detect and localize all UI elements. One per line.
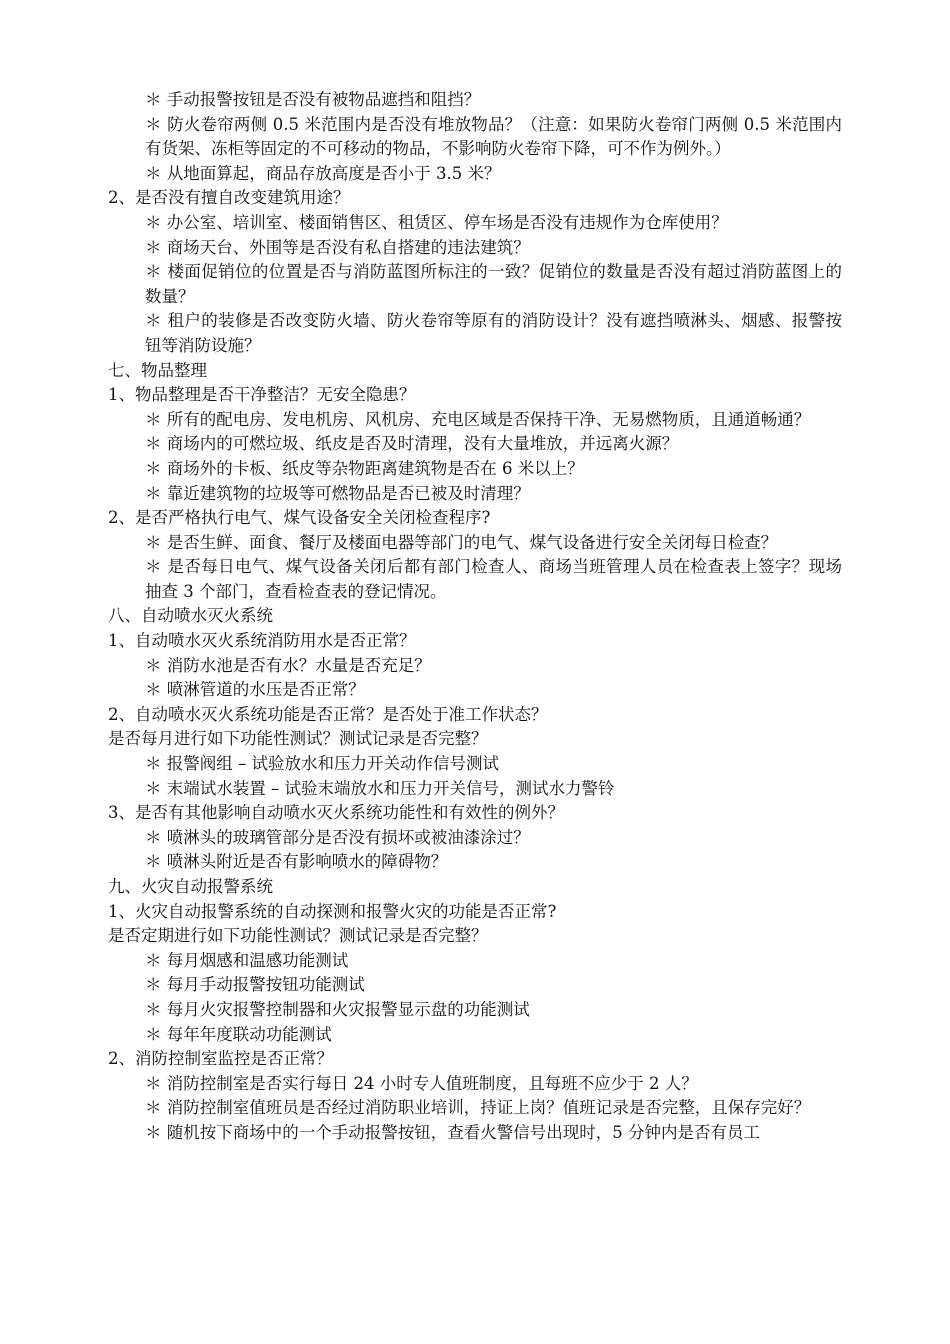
bullet-item: ＊ 消防控制室值班员是否经过消防职业培训，持证上岗？值班记录是否完整，且保存完好？	[145, 1098, 811, 1118]
bullet-item: ＊ 从地面算起，商品存放高度是否小于 3.5 米？	[145, 163, 501, 183]
bullet-item: ＊ 是否每日电气、煤气设备关闭后都有部门检查人、商场当班管理人员在检查表上签字？现场抽查 3 个部门，查看检查表的登记情况。	[145, 557, 842, 601]
document-page	[108, 88, 842, 1146]
bullet-item: ＊ 商场外的卡板、纸皮等杂物距离建筑物是否在 6 米以上？	[145, 458, 584, 478]
section-heading: 七、物品整理	[108, 360, 207, 380]
section-heading: 是否每月进行如下功能性测试？测试记录是否完整？	[108, 729, 488, 749]
section-heading: 1、物品整理是否干净整洁？无安全隐患？	[108, 385, 416, 405]
section-heading: 是否定期进行如下功能性测试？测试记录是否完整？	[108, 926, 488, 946]
bullet-item: ＊ 随机按下商场中的一个手动报警按钮，查看火警信号出现时，5 分钟内是否有员工	[145, 1122, 760, 1142]
bullet-item: ＊ 每月烟感和温感功能测试	[145, 950, 349, 970]
bullet-item: ＊ 每年年度联动功能测试	[145, 1024, 332, 1044]
bullet-item: ＊ 商场天台、外围等是否没有私自搭建的违法建筑？	[145, 237, 530, 257]
section-heading: 2、是否严格执行电气、煤气设备安全关闭检查程序?	[108, 508, 491, 528]
bullet-item: ＊ 手动报警按钮是否没有被物品遮挡和阻挡？	[145, 90, 481, 109]
bullet-item: ＊ 是否生鲜、面食、餐厅及楼面电器等部门的电气、煤气设备进行安全关闭每日检查？	[145, 532, 778, 552]
bullet-item: ＊ 每月火灾报警控制器和火灾报警显示盘的功能测试	[145, 999, 530, 1019]
bullet-item: ＊ 末端试水装置 – 试验末端放水和压力开关信号，测试水力警铃	[145, 778, 615, 798]
section-heading: 2、是否没有擅自改变建筑用途？	[108, 188, 350, 208]
bullet-item: ＊ 报警阀组 – 试验放水和压力开关动作信号测试	[145, 754, 499, 774]
bullet-item: ＊ 消防控制室是否实行每日 24 小时专人值班制度，且每班不应少于 2 人？	[145, 1073, 698, 1093]
bullet-item: ＊ 喷淋管道的水压是否正常？	[145, 680, 365, 700]
bullet-item: ＊ 楼面促销位的位置是否与消防蓝图所标注的一致？促销位的数量是否没有超过消防蓝图上的数量？	[145, 262, 842, 306]
section-heading: 九、火灾自动报警系统	[108, 877, 273, 896]
bullet-item: ＊ 喷淋头的玻璃管部分是否没有损坏或被油漆涂过？	[145, 827, 530, 847]
bullet-item: ＊ 消防水池是否有水？水量是否充足？	[145, 655, 431, 675]
bullet-item: ＊ 每月手动报警按钮功能测试	[145, 975, 365, 995]
section-heading: 2、消防控制室监控是否正常？	[108, 1049, 333, 1069]
bullet-item: ＊ 靠近建筑物的垃圾等可燃物品是否已被及时清理？	[145, 483, 530, 503]
section-heading: 1、火灾自动报警系统的自动探测和报警火灾的功能是否正常?	[108, 901, 557, 921]
section-heading: 1、自动喷水灭火系统消防用水是否正常？	[108, 631, 416, 651]
bullet-item: ＊ 商场内的可燃垃圾、纸皮是否及时清理，没有大量堆放，并远离火源？	[145, 434, 679, 454]
section-heading: 3、是否有其他影响自动喷水灭火系统功能性和有效性的例外？	[108, 803, 564, 823]
section-heading: 八、自动喷水灭火系统	[108, 606, 273, 626]
bullet-item: ＊ 租户的装修是否改变防火墙、防火卷帘等原有的消防设计？没有遮挡喷淋头、烟感、报警按钮等消防设施？	[145, 311, 842, 355]
bullet-item: ＊ 办公室、培训室、楼面销售区、租赁区、停车场是否没有违规作为仓库使用？	[145, 212, 728, 232]
bullet-item: ＊ 防火卷帘两侧 0.5 米范围内是否没有堆放物品？（注意：如果防火卷帘门两侧 0.5 米范围内有货架、冻柜等固定的不可移动的物品，不影响防火卷帘下降，可不作为例外。）	[145, 114, 842, 159]
bullet-item: ＊ 喷淋头附近是否有影响喷水的障碍物？	[145, 852, 448, 872]
section-heading: 2、自动喷水灭火系统功能是否正常？是否处于准工作状态？	[108, 704, 548, 724]
bullet-item: ＊ 所有的配电房、发电机房、风机房、充电区域是否保持干净、无易燃物质，且通道畅通？	[145, 409, 811, 429]
